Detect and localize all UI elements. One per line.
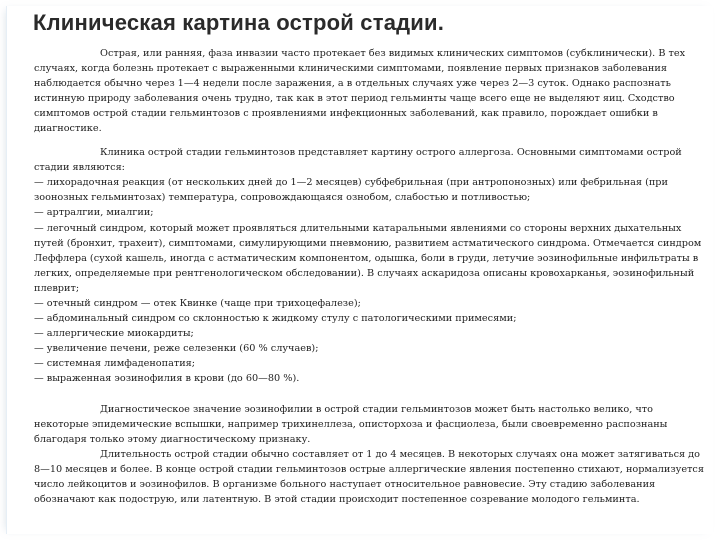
spacer xyxy=(34,137,706,146)
symptom-item: — увеличение печени, реже селезенки (60 % случаев); xyxy=(34,343,319,355)
symptom-item: — выраженная эозинофилия в крови (до 60—80 %). xyxy=(34,373,300,385)
symptom-item: — системная лимфаденопатия; xyxy=(34,358,196,370)
symptom-item: — отечный синдром — отек Квинке (чаще при трихоцефалезе); xyxy=(34,298,361,309)
onset-paragraph: Острая, или ранняя, фаза инвазии часто протекает без видимых клинических симптомов (субклинически). В тех случаях, когда болезнь протекает с выраженными клиническими симптомами, появление первых признаков заболевания наблюдается обычно через 1—4 недели после заражения, а в отдельных случаях уже через 2—3 суток. Однако распознать истинную природу заболевания очень трудно, так как в этот период гельминты чаще всего еще не выделяют яиц. Сходство симптомов острой стадии гельминтозов с проявлениями инфекционных заболеваний, как правило, порождает ошибки в диагностике. xyxy=(34,48,686,135)
symptom-item: — легочный синдром, который может проявляться длительными катаральными явлениями со стороны верхних дыхательных путей (бронхит, трахеит), симптомами, симулирующими пневмонию, развитием астматического синдрома. Отмечается синдром Леффлера (сухой кашель, иногда с астматическим компонентом, одышка, боли в груди, летучие эозинофильные инфильтраты в легких, определяемые при рентгенологическом обследовании). В случаях аскаридоза описаны кровохарканья, эозинофильный плеврит; xyxy=(34,222,702,294)
slide-title: Клиническая картина острой стадии. xyxy=(33,10,445,35)
slide-frame xyxy=(6,6,713,534)
slide-body xyxy=(34,46,706,507)
eosinophilia-paragraph: Диагностическое значение эозинофилии в острой стадии гельминтозов может быть настолько велико, что некоторые эпидемические вспышки, например трихинеллеза, описторхоза и фасциолеза, были своевременно распознаны благодаря только этому диагностическому признаку. xyxy=(34,403,668,445)
symptom-item: — аллергические миокардиты; xyxy=(34,328,194,340)
symptom-item: — абдоминальный синдром со склонностью к жидкому стулу с патологическими примесями; xyxy=(34,313,517,325)
duration-paragraph: Длительность острой стадии обычно составляет от 1 до 4 месяцев. В некоторых случаях она может затягиваться до 8—10 месяцев и более. В конце острой стадии гельминтозов острые аллергические явления постепенно стихают, нормализуется число лейкоцитов и эозинофилов. В организме больного наступает относительное равновесие. Эту стадию заболевания обозначают как подострую, или латентную. В этой стадии происходит постепенное созревание молодого гельминта. xyxy=(34,448,704,506)
symptom-item: — артралгии, миалгии; xyxy=(34,207,154,219)
symptom-item: — лихорадочная реакция (от нескольких дней до 1—2 месяцев) субфебрильная (при антропонозных) или фебрильная (при зоонозных гельминтозах) температура, сопровождающаяся ознобом, слабостью и потливостью; xyxy=(34,177,668,204)
spacer xyxy=(34,387,706,402)
clinic-intro: Клиника острой стадии гельминтозов представляет картину острого аллергоза. Основными симптомами острой стадии являются: xyxy=(34,147,682,174)
